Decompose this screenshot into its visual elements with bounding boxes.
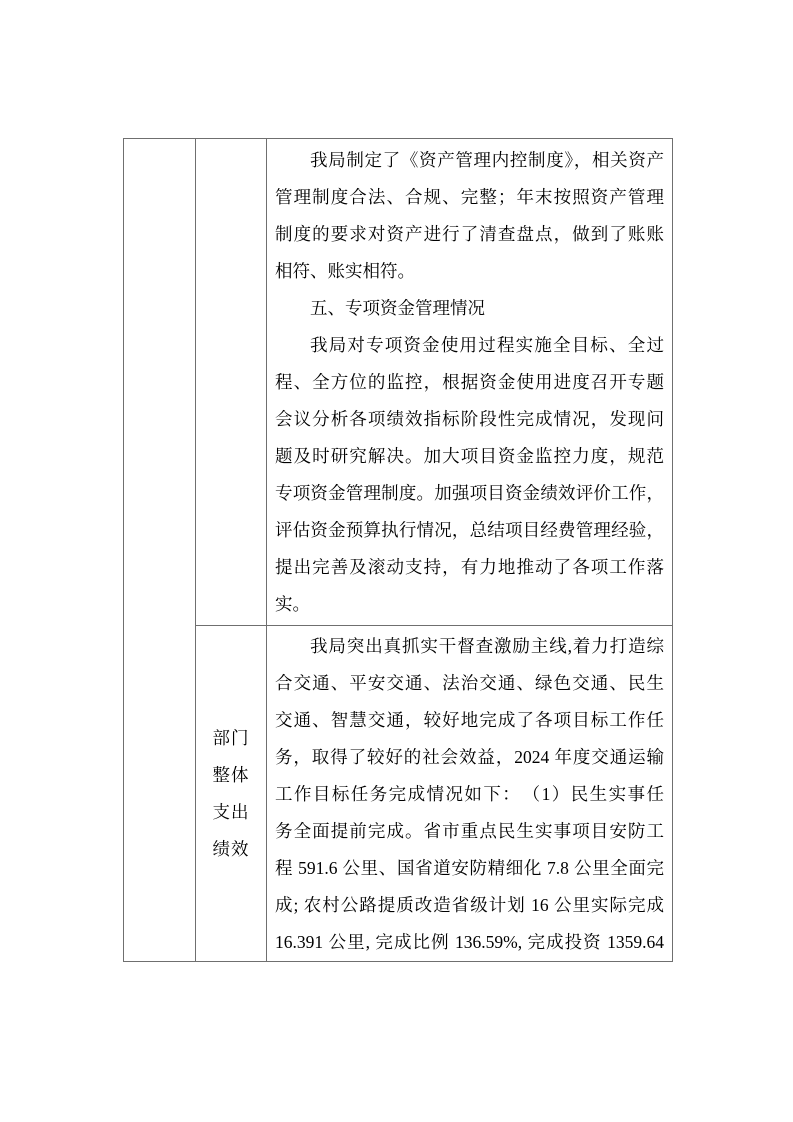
text-line: 16.391 公里, 完成比例 136.59%, 完成投资 1359.64 bbox=[275, 932, 664, 952]
row-header-line: 支出 bbox=[212, 801, 250, 822]
performance-report-table bbox=[123, 138, 673, 962]
row-header-department-overall-expenditure-performance bbox=[196, 626, 266, 961]
text-line: 制度的要求对资产进行了清查盘点，做到了账账 bbox=[275, 224, 664, 244]
text-line: 管理制度合法、合规、完整；年末按照资产管理 bbox=[275, 187, 664, 207]
text-line: 务全面提前完成。省市重点民生实事项目安防工 bbox=[275, 821, 664, 841]
text-line: 交通、智慧交通，较好地完成了各项目标工作任 bbox=[275, 710, 664, 730]
row-header-line: 部门 bbox=[212, 727, 250, 748]
text-line: 工作目标任务完成情况如下： （1）民生实事任 bbox=[275, 784, 664, 804]
row-header-line: 绩效 bbox=[212, 838, 250, 859]
text-line: 务，取得了较好的社会效益，2024 年度交通运输 bbox=[275, 747, 664, 767]
text-line: 专项资金管理制度。加强项目资金绩效评价工作， bbox=[275, 483, 664, 503]
text-line: 题及时研究解决。加大项目资金监控力度，规范 bbox=[275, 446, 664, 466]
text-line: 合交通、平安交通、法治交通、绿色交通、民生 bbox=[275, 673, 664, 693]
text-line: 我局突出真抓实干督查激励主线,着力打造综 bbox=[310, 636, 664, 656]
text-line: 程、全方位的监控，根据资金使用进度召开专题 bbox=[275, 372, 664, 392]
text-line: 我局对专项资金使用过程实施全目标、全过 bbox=[310, 335, 664, 355]
text-line: 提出完善及滚动支持，有力地推动了各项工作落 bbox=[275, 557, 664, 577]
special-funds-management-cell bbox=[267, 139, 672, 625]
text-line: 相符、账实相符。 bbox=[275, 261, 415, 281]
text-line: 评估资金预算执行情况，总结项目经费管理经验， bbox=[275, 520, 664, 540]
text-line: 会议分析各项绩效指标阶段性完成情况，发现问 bbox=[275, 409, 664, 429]
text-line: 程 591.6 公里、国省道安防精细化 7.8 公里全面完 bbox=[275, 858, 664, 878]
text-line: 我局制定了《资产管理内控制度》，相关资产 bbox=[310, 150, 664, 170]
row-header-line: 整体 bbox=[212, 764, 250, 785]
section-heading-line: 五、专项资金管理情况 bbox=[310, 298, 485, 318]
text-line: 成; 农村公路提质改造省级计划 16 公里实际完成 bbox=[275, 895, 664, 915]
text-line: 实。 bbox=[275, 594, 310, 614]
department-performance-cell bbox=[267, 626, 672, 961]
